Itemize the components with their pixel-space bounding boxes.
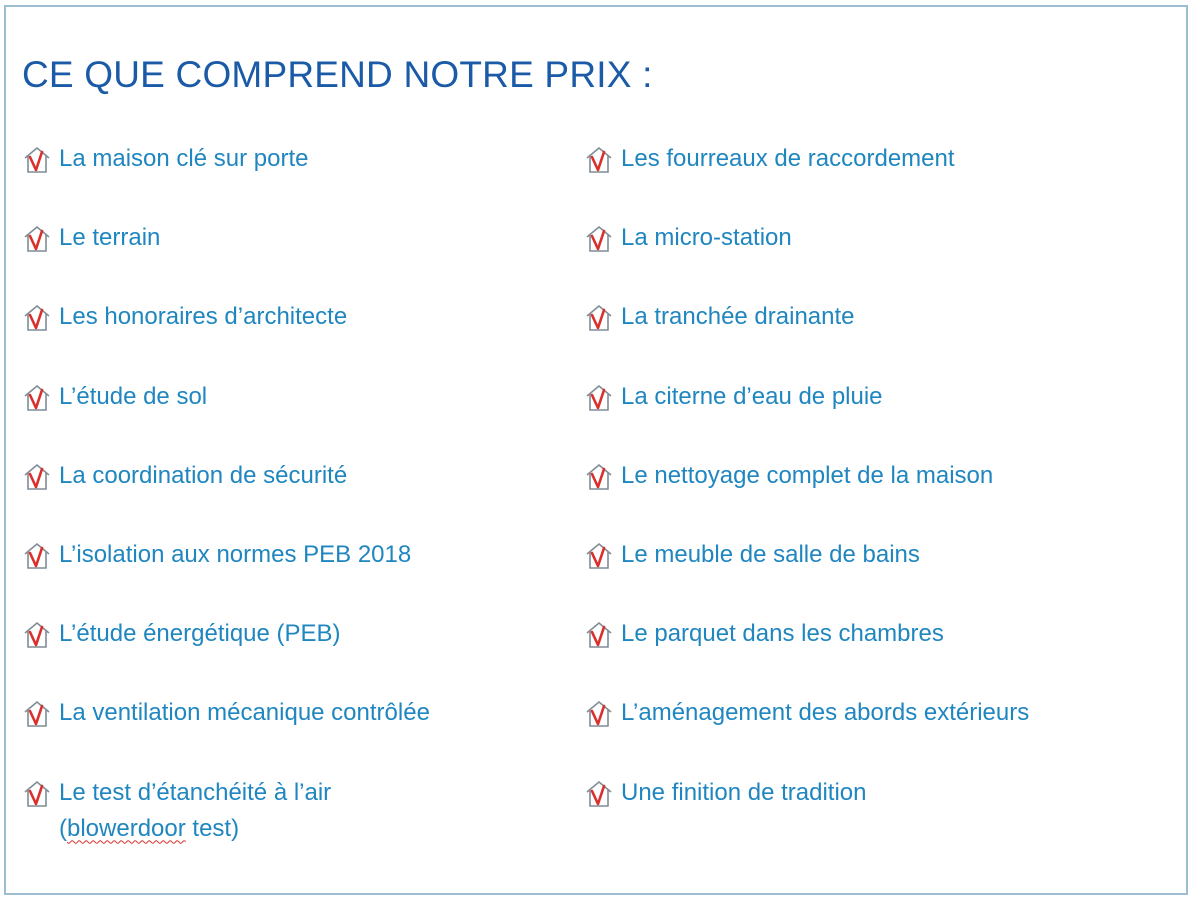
list-item-label: La micro-station	[621, 224, 792, 252]
house-check-icon	[584, 462, 614, 492]
spellcheck-word: blowerdoor	[67, 814, 186, 842]
price-inclusions-box	[4, 5, 1188, 895]
house-check-icon	[584, 779, 614, 809]
list-item-label: L’étude de sol	[59, 382, 208, 410]
house-check-icon	[584, 383, 614, 413]
house-check-icon	[22, 620, 52, 650]
house-check-icon	[584, 145, 614, 175]
list-item-label: Une finition de tradition	[621, 778, 867, 806]
house-check-icon	[22, 699, 52, 729]
list-item-label-line2-prefix: (	[59, 814, 67, 842]
list-item-label-line2-suffix: test)	[185, 814, 240, 842]
list-item-label: La tranchée drainante	[621, 303, 855, 331]
house-check-icon	[584, 224, 614, 254]
list-item-label: La ventilation mécanique contrôlée	[59, 699, 430, 727]
list-item-label: Les fourreaux de raccordement	[621, 145, 955, 172]
list-item-label-line1: Le test d’étanchéité à l’air	[59, 778, 332, 806]
list-item-label: Le parquet dans les chambres	[621, 620, 944, 648]
house-check-icon	[22, 779, 52, 809]
list-item-label: L’aménagement des abords extérieurs	[621, 699, 1030, 727]
house-check-icon	[22, 383, 52, 413]
list-item-label: Les honoraires d’architecte	[59, 303, 348, 331]
house-check-icon	[584, 303, 614, 333]
house-check-icon	[584, 620, 614, 650]
house-check-icon	[22, 303, 52, 333]
page-title: CE QUE COMPREND NOTRE PRIX :	[22, 54, 653, 95]
list-item-label	[59, 775, 331, 847]
house-check-icon	[22, 541, 52, 571]
house-check-icon	[22, 224, 52, 254]
house-check-icon	[584, 541, 614, 571]
list-item-label: La maison clé sur porte	[59, 145, 309, 172]
list-item-label: L’isolation aux normes PEB 2018	[59, 540, 412, 568]
list-item-label: La coordination de sécurité	[59, 461, 348, 489]
list-item-label: Le nettoyage complet de la maison	[621, 461, 994, 489]
list-item-label: Le meuble de salle de bains	[621, 540, 920, 568]
house-check-icon	[584, 699, 614, 729]
list-item-label: L’étude énergétique (PEB)	[59, 620, 341, 648]
house-check-icon	[22, 145, 52, 175]
list-item-label: Le terrain	[59, 224, 161, 252]
house-check-icon	[22, 462, 52, 492]
list-item-label: La citerne d’eau de pluie	[621, 382, 883, 410]
